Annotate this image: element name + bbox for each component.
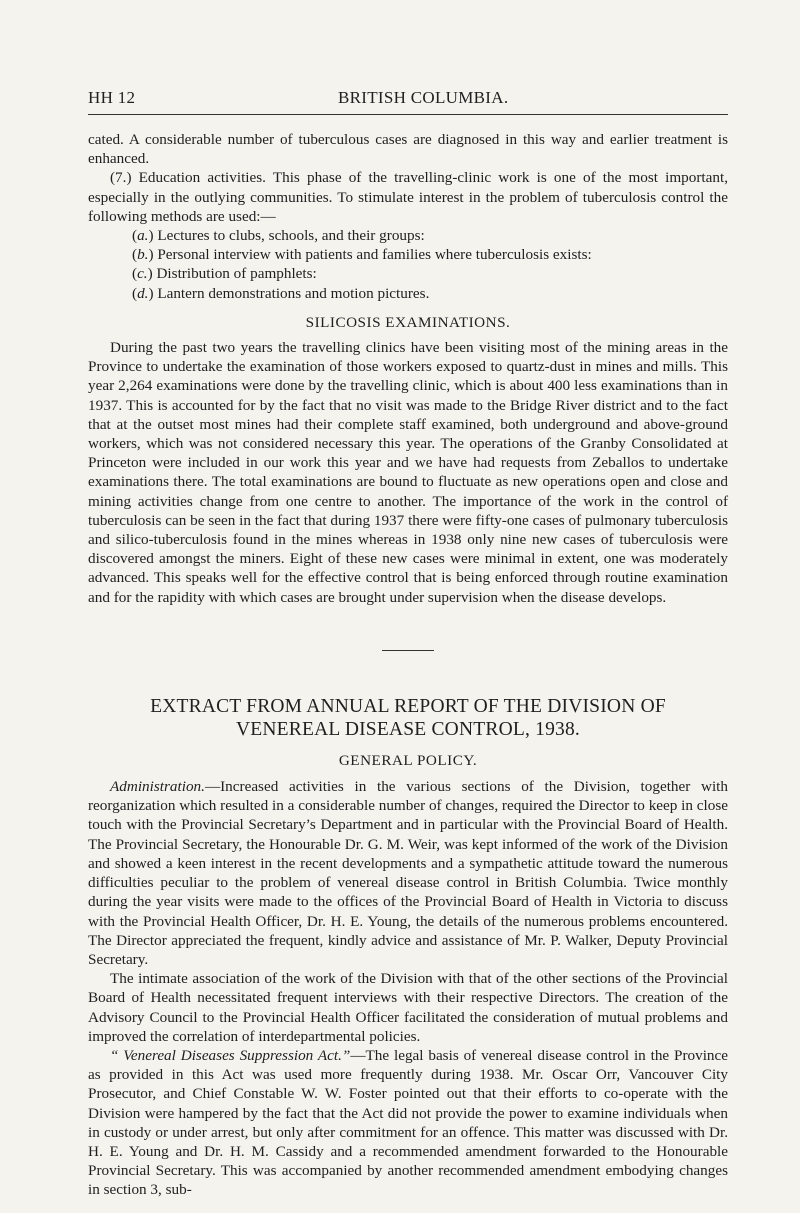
act-paragraph: [88, 1046, 728, 1200]
list-marker: d.: [137, 284, 149, 302]
list-marker: b.: [137, 246, 149, 264]
report-heading-line-1: EXTRACT FROM ANNUAL REPORT OF THE DIVISION OF: [150, 695, 666, 717]
administration-paragraph: [88, 777, 728, 969]
list-text: Personal interview with patients and families where tuberculosis exists:: [157, 246, 592, 264]
list-item: (d.) Lantern demonstrations and motion pictures.: [132, 284, 430, 302]
silicosis-paragraph: During the past two years the travelling clinics have been visiting most of the mining areas in the Province to undertake the examination of those workers exposed to quartz-dust in mines and mills. This year 2,264 examinations were done by the travelling clinic, which is about 400 less examinations than in 1937. This is accounted for by the fact that no visit was made to the Bridge River district and to the fact that at the outset most mines had their complete staff examined, both underground and above-ground workers, which was not considered necessary this year. The operations of the Granby Consolidated at Princeton were included in our work this year and we have had requests from Zeballos to undertake examinations there. The total examinations are bound to fluctuate as new operations open and close and mining activities change from one centre to another. The importance of the work in the control of tuberculosis can be seen in the fact that during 1937 there were fifty-one cases of pulmonary tuberculosis and silico-tuberculosis found in the mines whereas in 1938 only nine new cases of tuberculosis were discovered amongst the miners. Eight of these new cases were minimal in extent, one was moderately advanced. This speaks well for the effective control that is being enforced through routine examination and for the rapidity with which cases are brought under supervision when the disease develops.: [88, 339, 728, 606]
list-item: (a.) Lectures to clubs, schools, and their groups:: [132, 227, 425, 245]
general-policy-heading: GENERAL POLICY.: [338, 751, 478, 769]
list-item: (c.) Distribution of pamphlets:: [132, 265, 317, 283]
page-folio: HH 12: [88, 88, 136, 107]
running-title: BRITISH COLUMBIA.: [338, 88, 509, 107]
list-marker: a.: [137, 227, 149, 245]
running-head: [88, 88, 728, 115]
list-item: (b.) Personal interview with patients and families where tuberculosis exists:: [132, 246, 592, 264]
list-text: Lantern demonstrations and motion pictures.: [157, 284, 430, 302]
continued-paragraph: cated. A considerable number of tuberculous cases are diagnosed in this way and earlier treatment is enhanced.: [88, 131, 728, 168]
report-heading-line-2: VENEREAL DISEASE CONTROL, 1938.: [235, 718, 580, 740]
act-text: —The legal basis of venereal disease control in the Province as provided in this Act was used more frequently during 1938. Mr. Oscar Orr, Vancouver City Prosecutor, and Chief Constable W. W. Foster pointed out that their efforts to co-operate with the Division were hampered by the fact that the Act did not provide the power to examine individuals when in custody or under arrest, but only after commitment for an offence. This matter was discussed with Dr. H. E. Young and Dr. H. M. Cassidy and a recommended amendment forwarded to the Honourable Provincial Secretary. This was accompanied by another recommended amendment embodying changes in section 3, sub-: [88, 1046, 729, 1199]
section-divider: [382, 650, 434, 651]
silicosis-heading: SILICOSIS EXAMINATIONS.: [305, 313, 511, 331]
document-body: [88, 130, 728, 1200]
list-text: Lectures to clubs, schools, and their groups:: [157, 227, 425, 245]
administration-text: —Increased activities in the various sections of the Division, together with reorganization which resulted in a considerable number of changes, required the Director to keep in close touch with the Provincial Secretary’s Department and in particular with the Provincial Board of Health. The Provincial Secretary, the Honourable Dr. G. M. Weir, was kept informed of the work of the Division and showed a keen interest in the recent developments and a sympathetic attitude toward the numerous difficulties peculiar to the problem of venereal disease control in British Columbia. Twice monthly during the year visits were made to the offices of the Provincial Board of Health in Victoria to discuss with the Provincial Health Officer, Dr. H. E. Young, the details of the numerous problems encountered. The Director appreciated the frequent, kindly advice and assistance of Mr. P. Walker, Deputy Provincial Secretary.: [88, 778, 728, 968]
report-heading: [88, 695, 728, 741]
list-text: Distribution of pamphlets:: [156, 265, 317, 283]
education-paragraph: (7.) Education activities. This phase of the travelling-clinic work is one of the most important, especially in the outlying communities. To stimulate interest in the problem of tuberculosis control the following methods are used:—: [88, 169, 728, 225]
administration-label: Administration.: [110, 778, 205, 796]
list-marker: c.: [137, 265, 148, 283]
association-paragraph: The intimate association of the work of the Division with that of the other sections of the Provincial Board of Health necessitated frequent interviews with their respective Directors. The creation of the Advisory Council to the Provincial Health Officer facilitated the consideration of mutual problems and improved the correlation of interdepartmental policies.: [88, 970, 728, 1045]
act-label: “ Venereal Diseases Suppression Act.”: [110, 1046, 351, 1064]
